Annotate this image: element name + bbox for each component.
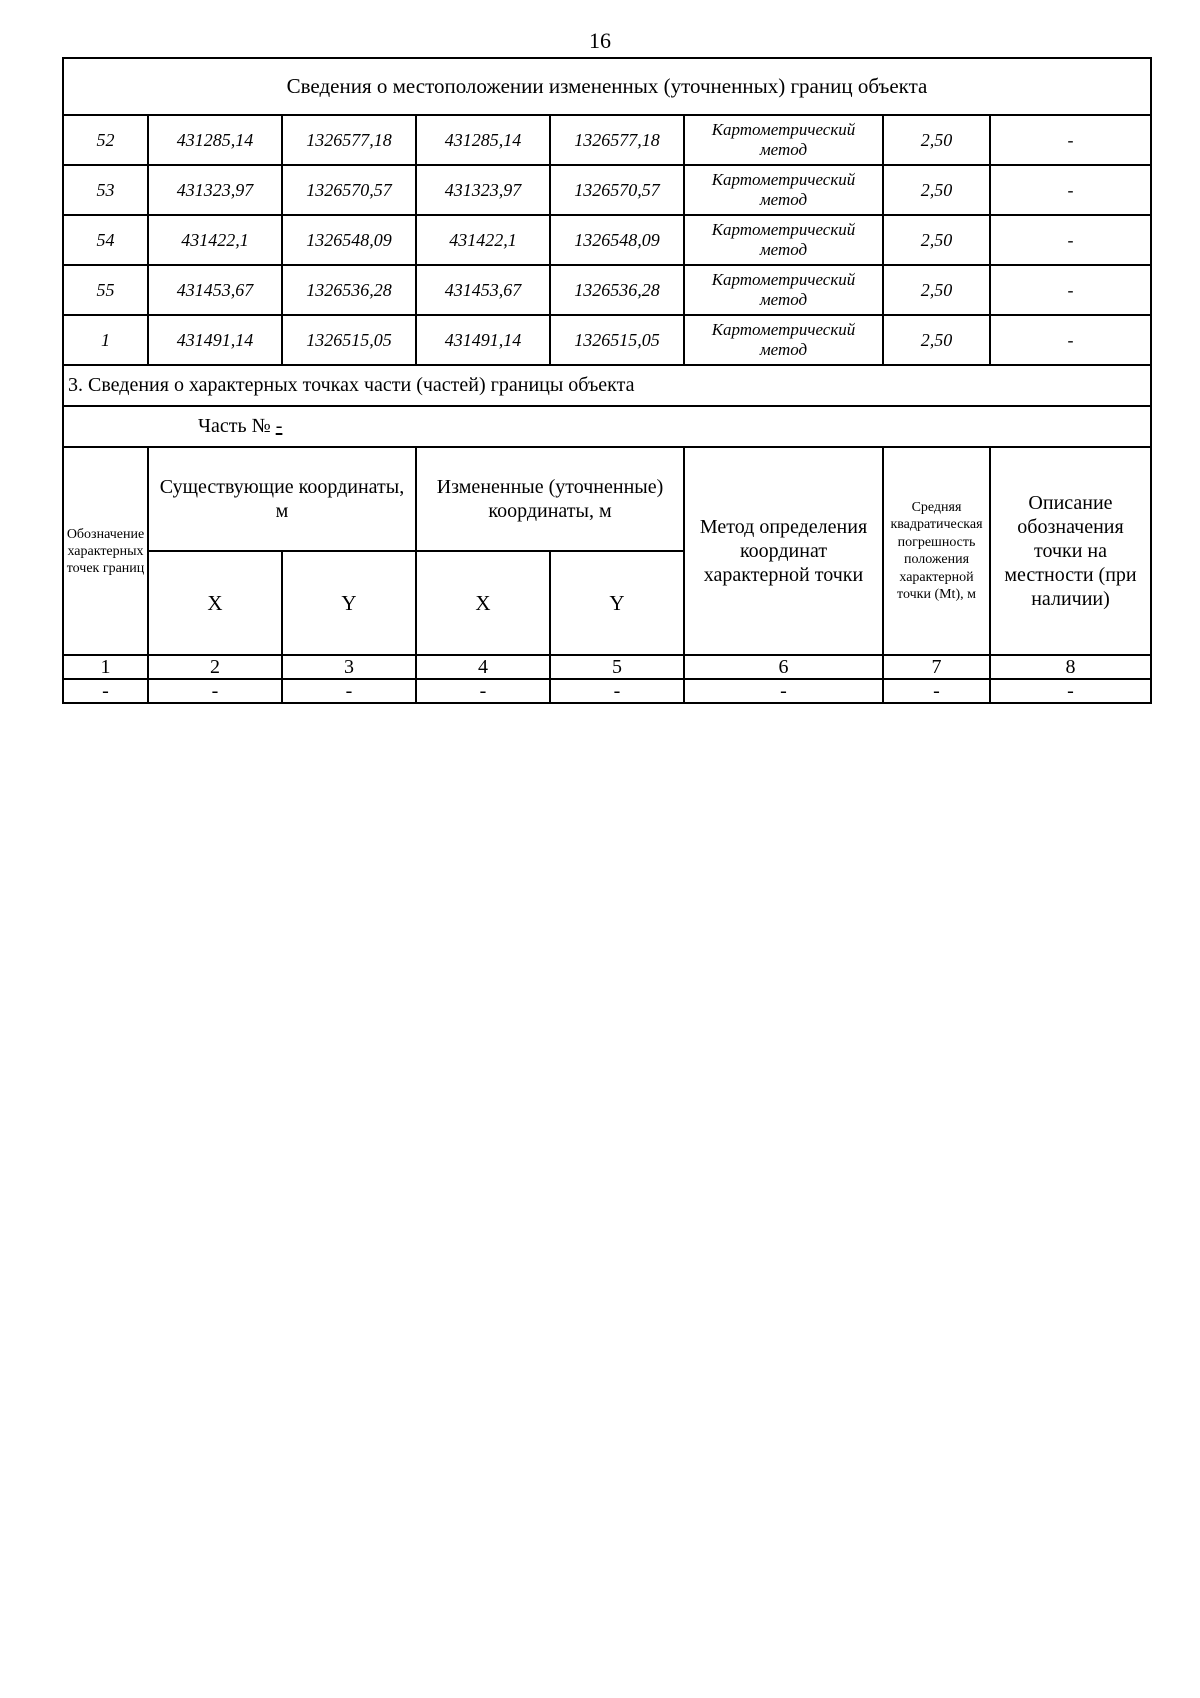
accuracy: 2,50 xyxy=(883,315,990,365)
changed-y: 1326570,57 xyxy=(550,165,684,215)
method: Картометрический метод xyxy=(684,265,883,315)
changed-y: 1326548,09 xyxy=(550,215,684,265)
accuracy: 2,50 xyxy=(883,215,990,265)
column-number: 6 xyxy=(684,655,883,679)
accuracy: 2,50 xyxy=(883,165,990,215)
column-number: 5 xyxy=(550,655,684,679)
header-accuracy: Средняя квадратическая погрешность положения характерной точки (Mt), м xyxy=(883,447,990,655)
empty-cell: - xyxy=(416,679,550,703)
column-number: 8 xyxy=(990,655,1151,679)
page-number: 16 xyxy=(589,28,611,53)
empty-cell: - xyxy=(63,679,148,703)
empty-cell: - xyxy=(550,679,684,703)
existing-y: 1326570,57 xyxy=(282,165,416,215)
table-row xyxy=(63,265,1151,315)
header-description: Описание обозначения точки на местности (при наличии) xyxy=(990,447,1151,655)
header-changed-x: X xyxy=(416,551,550,655)
table-row xyxy=(63,115,1151,165)
method: Картометрический метод xyxy=(684,315,883,365)
point-id: 1 xyxy=(63,315,148,365)
existing-x: 431491,14 xyxy=(148,315,282,365)
changed-x: 431453,67 xyxy=(416,265,550,315)
description: - xyxy=(990,215,1151,265)
column-number: 3 xyxy=(282,655,416,679)
changed-x: 431323,97 xyxy=(416,165,550,215)
description: - xyxy=(990,165,1151,215)
header-changed-y: Y xyxy=(550,551,684,655)
accuracy: 2,50 xyxy=(883,265,990,315)
empty-cell: - xyxy=(148,679,282,703)
header-existing-coords: Существующие координаты, м xyxy=(148,447,416,551)
existing-x: 431285,14 xyxy=(148,115,282,165)
table-row xyxy=(63,165,1151,215)
empty-cell: - xyxy=(684,679,883,703)
point-id: 52 xyxy=(63,115,148,165)
empty-cell: - xyxy=(990,679,1151,703)
point-id: 53 xyxy=(63,165,148,215)
changed-x: 431285,14 xyxy=(416,115,550,165)
part-number-row xyxy=(63,406,1151,447)
changed-y: 1326536,28 xyxy=(550,265,684,315)
empty-cell: - xyxy=(282,679,416,703)
header-existing-y: Y xyxy=(282,551,416,655)
table-row xyxy=(63,215,1151,265)
method: Картометрический метод xyxy=(684,215,883,265)
column-number: 2 xyxy=(148,655,282,679)
part-number: - xyxy=(275,415,283,437)
empty-cell: - xyxy=(883,679,990,703)
changed-x: 431491,14 xyxy=(416,315,550,365)
method: Картометрический метод xyxy=(684,115,883,165)
description: - xyxy=(990,315,1151,365)
point-id: 55 xyxy=(63,265,148,315)
table-title: Сведения о местоположении измененных (уточненных) границ объекта xyxy=(63,58,1151,115)
header-method: Метод определения координат характерной точки xyxy=(684,447,883,655)
existing-y: 1326548,09 xyxy=(282,215,416,265)
existing-x: 431323,97 xyxy=(148,165,282,215)
changed-x: 431422,1 xyxy=(416,215,550,265)
accuracy: 2,50 xyxy=(883,115,990,165)
table-row xyxy=(63,315,1151,365)
column-number: 1 xyxy=(63,655,148,679)
existing-y: 1326536,28 xyxy=(282,265,416,315)
existing-y: 1326577,18 xyxy=(282,115,416,165)
header-changed-coords: Измененные (уточненные) координаты, м xyxy=(416,447,684,551)
point-id: 54 xyxy=(63,215,148,265)
column-number: 4 xyxy=(416,655,550,679)
existing-x: 431422,1 xyxy=(148,215,282,265)
header-existing-x: X xyxy=(148,551,282,655)
header-point-designation: Обозначение характерных точек границ xyxy=(63,447,148,655)
boundary-table xyxy=(62,57,1152,704)
existing-y: 1326515,05 xyxy=(282,315,416,365)
table-row xyxy=(63,679,1151,703)
description: - xyxy=(990,265,1151,315)
changed-y: 1326577,18 xyxy=(550,115,684,165)
existing-x: 431453,67 xyxy=(148,265,282,315)
method: Картометрический метод xyxy=(684,165,883,215)
column-number: 7 xyxy=(883,655,990,679)
column-numbers-row xyxy=(63,655,1151,679)
changed-y: 1326515,05 xyxy=(550,315,684,365)
description: - xyxy=(990,115,1151,165)
section-heading: 3. Сведения о характерных точках части (частей) границы объекта xyxy=(63,365,1151,406)
part-label: Часть № xyxy=(198,415,276,437)
